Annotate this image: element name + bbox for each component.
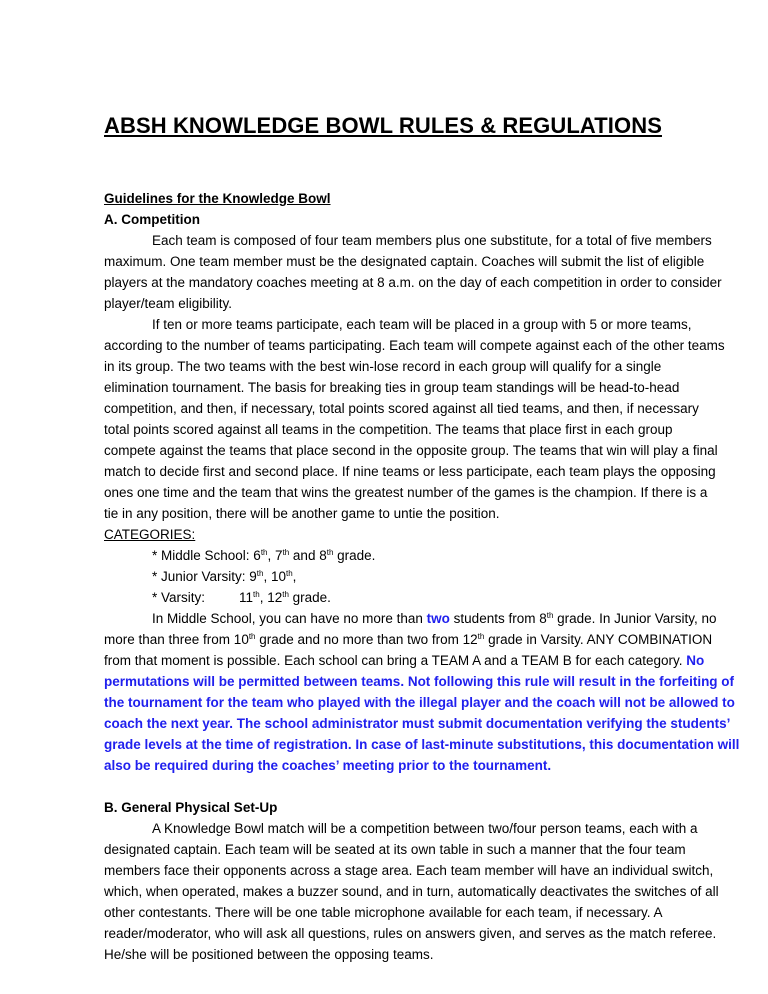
paragraph-line: elimination tournament. The basis for breaking ties in group team standings will be head-to-head <box>104 380 680 395</box>
paragraph-line: match to decide first and second place. If nine teams or less participate, each team plays the opposing <box>104 464 716 479</box>
document-body <box>104 188 740 965</box>
paragraph-line: player/team eligibility. <box>104 296 233 311</box>
category-middle-school: * Middle School: 6th, 7th and 8th grade. <box>152 548 376 563</box>
paragraph-line: If ten or more teams participate, each team will be placed in a group with 5 or more teams, <box>152 317 692 332</box>
paragraph-line: total points scored against all teams in the competition. The teams that place first in each group <box>104 422 673 437</box>
highlight-no: No <box>686 653 705 668</box>
rule-line: In Middle School, you can have no more than two students from 8th grade. In Junior Varsity, no <box>152 611 717 626</box>
paragraph-line: members face their opponents across a stage area. Each team member will have an individual switch, <box>104 863 714 878</box>
rule-line: more than three from 10th grade and no more than two from 12th grade in Varsity. ANY COMBINATION <box>104 632 713 647</box>
rule-line: from that moment is possible. Each school can bring a TEAM A and a TEAM B for each category. No <box>104 653 705 668</box>
paragraph-line: A Knowledge Bowl match will be a competition between two/four person teams, each with a <box>152 821 698 836</box>
paragraph-line: competition, and then, if necessary, total points scored against all tied teams, and then, if necessary <box>104 401 699 416</box>
rule-warning-line: also be required during the coaches’ meeting prior to the tournament. <box>104 758 552 773</box>
document-title: ABSH KNOWLEDGE BOWL RULES & REGULATIONS <box>104 113 662 138</box>
paragraph-line: tie in any position, there will be another game to untie the position. <box>104 506 500 521</box>
paragraph-line: which, when operated, makes a buzzer sound, and in turn, automatically deactivates the switches of all <box>104 884 719 899</box>
highlight-two: two <box>426 611 450 626</box>
paragraph-line: designated captain. Each team will be seated at its own table in such a manner that the four team <box>104 842 686 857</box>
category-junior-varsity: * Junior Varsity: 9th, 10th, <box>152 569 297 584</box>
paragraph-line: players at the mandatory coaches meeting at 8 a.m. on the day of each competition in order to consider <box>104 275 722 290</box>
paragraph-line: compete against the teams that place second in the opposite group. The teams that win will play a final <box>104 443 718 458</box>
section-b-heading: B. General Physical Set-Up <box>104 800 278 815</box>
paragraph-line: other contestants. There will be one table microphone available for each team, if necessary. A <box>104 905 663 920</box>
paragraph-line: according to the number of teams participating. Each team will compete against each of the other teams <box>104 338 725 353</box>
section-a-heading: A. Competition <box>104 212 200 227</box>
rule-warning-line: coach the next year. The school administrator must submit documentation verifying the students’ <box>104 716 731 731</box>
rule-warning-line: permutations will be permitted between teams. Not following this rule will result in the forfeiting of <box>104 674 735 689</box>
category-varsity: * Varsity: 11th, 12th grade. <box>152 590 331 605</box>
paragraph-line: in its group. The two teams with the best win-lose record in each group will qualify for a single <box>104 359 662 374</box>
rule-warning-line: grade levels at the time of registration. In case of last-minute substitutions, this documentation will <box>104 737 740 752</box>
paragraph-line: maximum. One team member must be the designated captain. Coaches will submit the list of eligible <box>104 254 705 269</box>
categories-label: CATEGORIES: <box>104 527 196 542</box>
paragraph-line: ones one time and the team that wins the greatest number of the games is the champion. If there is a <box>104 485 708 500</box>
paragraph-line: Each team is composed of four team members plus one substitute, for a total of five members <box>152 233 712 248</box>
paragraph-line: reader/moderator, who will ask all questions, rules on answers given, and serves as the match referee. <box>104 926 717 941</box>
paragraph-line: He/she will be positioned between the opposing teams. <box>104 947 434 962</box>
guidelines-heading: Guidelines for the Knowledge Bowl <box>104 191 331 206</box>
section-spacer <box>104 776 664 797</box>
rule-warning-line: the tournament for the team who played with the illegal player and the coach will not be allowed to <box>104 695 735 710</box>
